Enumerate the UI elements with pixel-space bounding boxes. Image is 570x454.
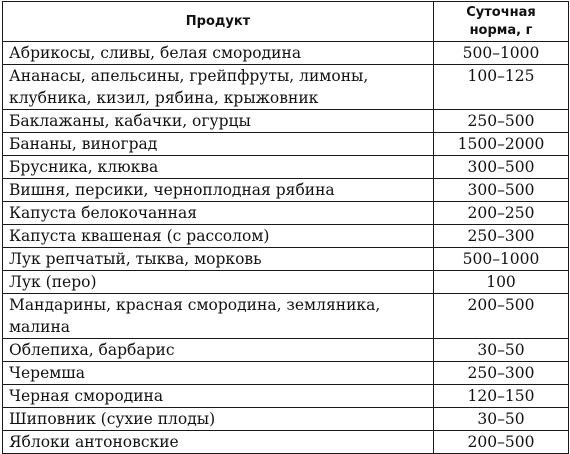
table-row bbox=[3, 133, 569, 156]
product-cell: Лук (перо) bbox=[3, 271, 434, 294]
product-cell: Вишня, персики, черноплодная рябина bbox=[3, 179, 434, 202]
table-row bbox=[3, 65, 569, 110]
table-header-row bbox=[3, 2, 569, 42]
table-row bbox=[3, 271, 569, 294]
product-cell: Баклажаны, кабачки, огурцы bbox=[3, 110, 434, 133]
table-row bbox=[3, 385, 569, 408]
norm-cell: 300–500 bbox=[434, 156, 569, 179]
product-cell: Мандарины, красная смородина, земляника, малина bbox=[3, 294, 434, 339]
table-row bbox=[3, 179, 569, 202]
header-product: Продукт bbox=[3, 2, 434, 42]
product-cell: Бананы, виноград bbox=[3, 133, 434, 156]
norm-cell: 200–500 bbox=[434, 431, 569, 454]
table-row bbox=[3, 42, 569, 65]
norm-cell: 200–250 bbox=[434, 202, 569, 225]
table-row bbox=[3, 225, 569, 248]
product-cell: Черная смородина bbox=[3, 385, 434, 408]
norm-cell: 500–1000 bbox=[434, 248, 569, 271]
product-cell: Капуста белокочанная bbox=[3, 202, 434, 225]
table-row bbox=[3, 202, 569, 225]
norm-cell: 200–500 bbox=[434, 294, 569, 339]
product-cell: Капуста квашеная (с рассолом) bbox=[3, 225, 434, 248]
norm-cell: 250–300 bbox=[434, 225, 569, 248]
table-row bbox=[3, 431, 569, 454]
norm-cell: 120–150 bbox=[434, 385, 569, 408]
norm-cell: 250–300 bbox=[434, 362, 569, 385]
table-row bbox=[3, 362, 569, 385]
table-row bbox=[3, 339, 569, 362]
norm-cell: 100 bbox=[434, 271, 569, 294]
header-daily-norm bbox=[434, 2, 569, 42]
table-row bbox=[3, 156, 569, 179]
norm-cell: 1500–2000 bbox=[434, 133, 569, 156]
norm-cell: 250–500 bbox=[434, 110, 569, 133]
product-cell: Облепиха, барбарис bbox=[3, 339, 434, 362]
daily-norm-table bbox=[2, 1, 569, 454]
table-row bbox=[3, 110, 569, 133]
norm-cell: 300–500 bbox=[434, 179, 569, 202]
table-row bbox=[3, 408, 569, 431]
norm-cell: 30–50 bbox=[434, 339, 569, 362]
product-cell: Шиповник (сухие плоды) bbox=[3, 408, 434, 431]
header-norm-line2: норма, г bbox=[469, 22, 533, 38]
table-row bbox=[3, 294, 569, 339]
product-cell: Брусника, клюква bbox=[3, 156, 434, 179]
product-cell: Абрикосы, сливы, белая смородина bbox=[3, 42, 434, 65]
table-row bbox=[3, 248, 569, 271]
norm-cell: 100–125 bbox=[434, 65, 569, 110]
product-cell: Лук репчатый, тыква, морковь bbox=[3, 248, 434, 271]
product-cell: Ананасы, апельсины, грейпфруты, лимоны, клубника, кизил, рябина, крыжовник bbox=[3, 65, 434, 110]
product-cell: Яблоки антоновские bbox=[3, 431, 434, 454]
norm-cell: 500–1000 bbox=[434, 42, 569, 65]
norm-cell: 30–50 bbox=[434, 408, 569, 431]
header-norm-line1: Суточная bbox=[466, 4, 536, 20]
product-cell: Черемша bbox=[3, 362, 434, 385]
